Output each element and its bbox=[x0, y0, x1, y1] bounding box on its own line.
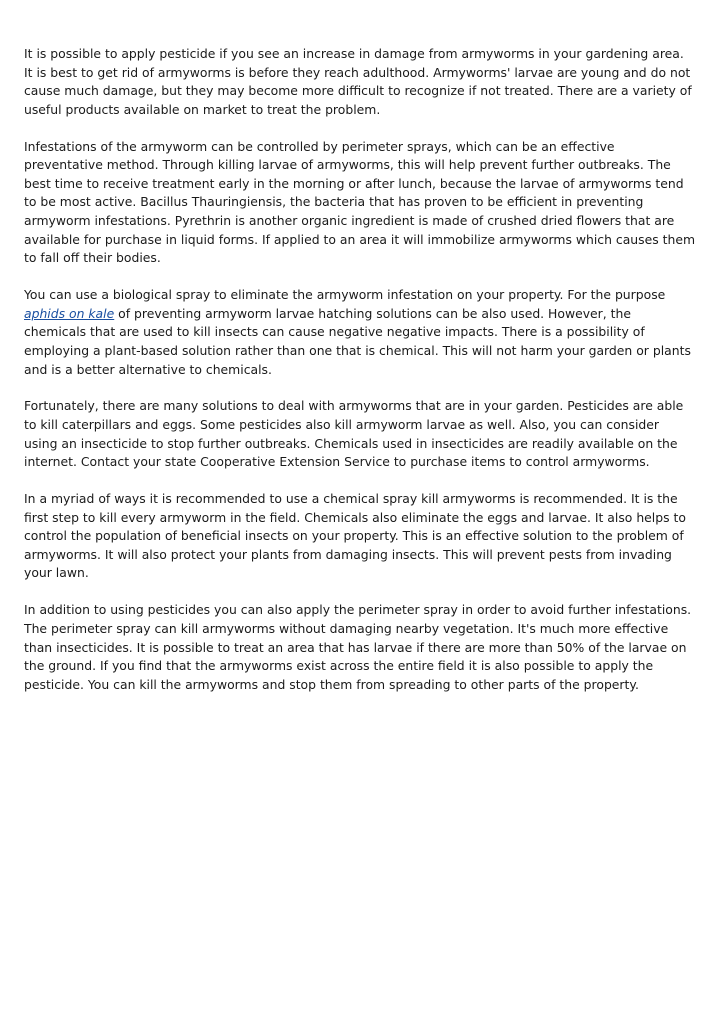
paragraph-2: Infestations of the armyworm can be controlled by perimeter sprays, which can be an effective preventative method. Through killing larvae of armyworms, this will help prevent further outbreaks. The best time to receive treatment early in the morning or after lunch, because the larvae of armyworms tend to be most active. Bacillus Thauringiensis, the bacteria that has proven to be efficient in preventing armyworm infestations. Pyrethrin is another organic ingredient is made of crushed dried flowers that are available for purchase in liquid forms. If applied to an area it will immobilize armyworms which causes them to fall off their bodies. bbox=[24, 138, 696, 266]
paragraph-1: It is possible to apply pesticide if you see an increase in damage from armyworms in your gardening area. It is best to get rid of armyworms is before they reach adulthood. Armyworms' larvae are young and do not cause much damage, but they may become more difficult to recognize if not treated. There are a variety of useful products available on market to treat the problem. bbox=[24, 46, 692, 117]
paragraph-3-text-after: of preventing armyworm larvae hatching solutions can be also used. However, the chemicals that are used to kill insects can cause negative negative impacts. There is a possibility of employing a plant-based solution rather than one that is chemical. This will not harm your garden or plants and is a better alternative to chemicals. bbox=[24, 305, 691, 377]
aphids-on-kale-link[interactable]: aphids on kale bbox=[24, 305, 115, 321]
paragraph-4: Fortunately, there are many solutions to deal with armyworms that are in your garden. Pesticides are able to kill caterpillars and eggs. Some pesticides also kill armyworm larvae as well. Also, you can consider using an insecticide to stop further outbreaks. Chemicals used in insecticides are readily available on the internet. Contact your state Cooperative Extension Service to purchase items to control armyworms. bbox=[24, 398, 684, 470]
article-body bbox=[24, 45, 696, 713]
paragraph-6: In addition to using pesticides you can also apply the perimeter spray in order to avoid further infestations. The perimeter spray can kill armyworms without damaging nearby vegetation. It's much more effective than insecticides. It is possible to treat an area that has larvae if there are more than 50% of the larvae on the ground. If you find that the armyworms exist across the entire field it is also possible to apply the pesticide. You can kill the armyworms and stop them from spreading to other parts of the property. bbox=[24, 602, 692, 692]
paragraph-5: In a myriad of ways it is recommended to use a chemical spray kill armyworms is recommended. It is the first step to kill every armyworm in the field. Chemicals also eliminate the eggs and larvae. It also helps to control the population of beneficial insects on your property. This is an effective solution to the problem of armyworms. It will also protect your plants from damaging insects. This will prevent pests from invading your lawn. bbox=[24, 491, 686, 581]
paragraph-3 bbox=[24, 286, 696, 379]
paragraph-3-text-before: You can use a biological spray to eliminate the armyworm infestation on your property. For the purpose bbox=[24, 287, 666, 303]
